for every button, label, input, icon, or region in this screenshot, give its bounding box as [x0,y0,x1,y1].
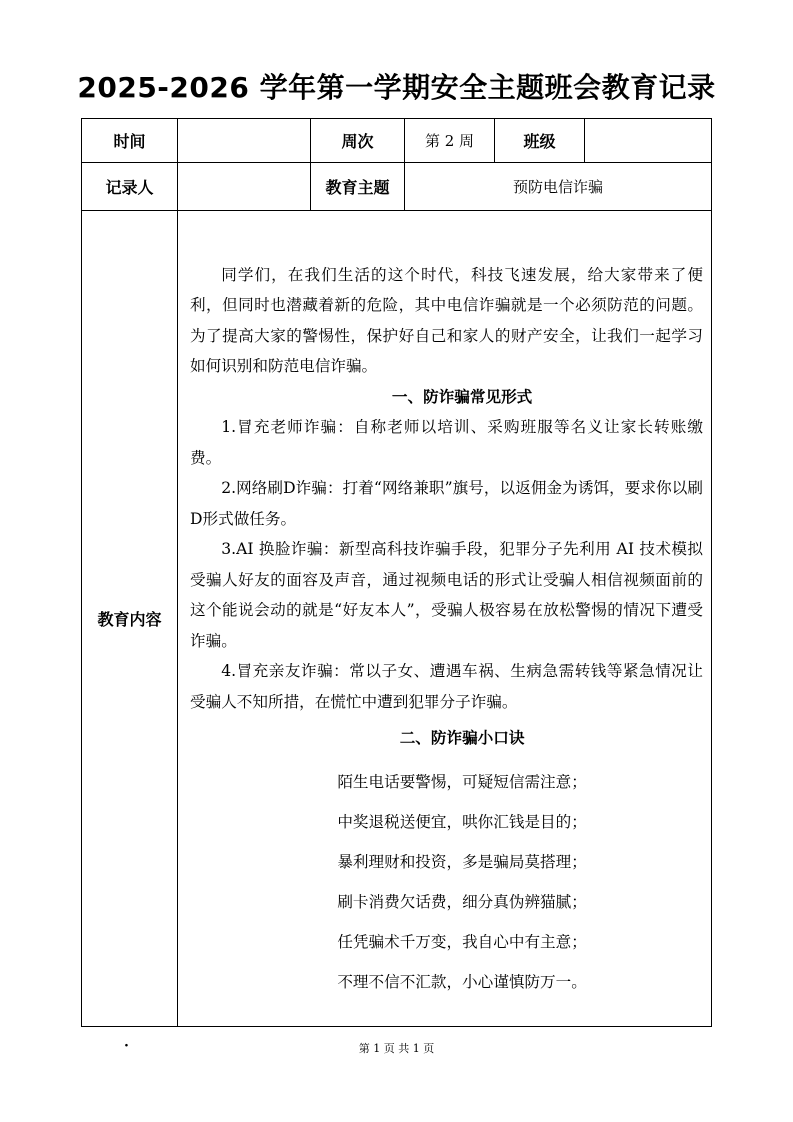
content-label: 教育内容 [82,211,178,1027]
list-item: 2.网络刷D诈骗：打着“网络兼职”旗号，以返佣金为诱饵，要求你以刷D形式做任务。 [190,479,703,528]
rhyme-line: 暴利理财和投资，多是骗局莫搭理； [337,852,587,871]
list-item: 3.AI 换脸诈骗：新型高科技诈骗手段，犯罪分子先利用 AI 技术模拟受骗人好友的面容及声音，通过视频电话的形式让受骗人相信视频面前的这个能说会动的就是“好友本人”，受骗人极容易在放松警惕的情况下遭受诈骗。 [190,540,703,650]
list-item: 1.冒充老师诈骗：自称老师以培训、采购班服等名义让家长转账缴费。 [190,418,703,467]
document-title: 2025-2026 学年第一学期安全主题班会教育记录 [77,71,716,104]
time-value [178,119,311,163]
rhyme-line: 陌生电话要警惕，可疑短信需注意； [337,772,587,791]
week-label: 周次 [311,119,405,163]
table-row [82,211,712,1027]
content-cell [178,211,712,1027]
rhyme-line: 任凭骗术千万变，我自心中有主意； [337,932,587,951]
recorder-label: 记录人 [82,163,178,211]
footer-dot: · [124,1038,129,1054]
table-row [82,163,712,211]
section-1-title: 一、防诈骗常见形式 [391,386,533,406]
theme-label: 教育主题 [311,163,405,211]
recorder-value [178,163,311,211]
theme-value: 预防电信诈骗 [405,163,712,211]
rhyme-line: 刷卡消费欠话费，细分真伪辨猫腻； [337,892,587,911]
rhyme-list [190,762,703,1002]
class-label: 班级 [495,119,585,163]
week-value: 第 2 周 [405,119,495,163]
intro-paragraph: 同学们，在我们生活的这个时代，科技飞速发展，给大家带来了便利，但同时也潜藏着新的危险，其中电信诈骗就是一个必须防范的问题。为了提高大家的警惕性，保护好自己和家人的财产安全，让我们一起学习如何识别和防范电信诈骗。 [190,265,703,375]
rhyme-line: 中奖退税送便宜，哄你汇钱是目的； [337,812,587,831]
table-row [82,119,712,163]
list-item: 4.冒充亲友诈骗：常以子女、遭遇车祸、生病急需转钱等紧急情况让受骗人不知所措，在慌忙中遭到犯罪分子诈骗。 [190,662,703,711]
time-label: 时间 [82,119,178,163]
rhyme-line: 不理不信不汇款，小心谨慎防万一。 [337,972,587,991]
page-number: 第 1 页 共 1 页 [358,1042,435,1055]
record-table [81,118,712,1027]
section-2-title: 二、防诈骗小口诀 [399,728,525,747]
class-value [585,119,712,163]
